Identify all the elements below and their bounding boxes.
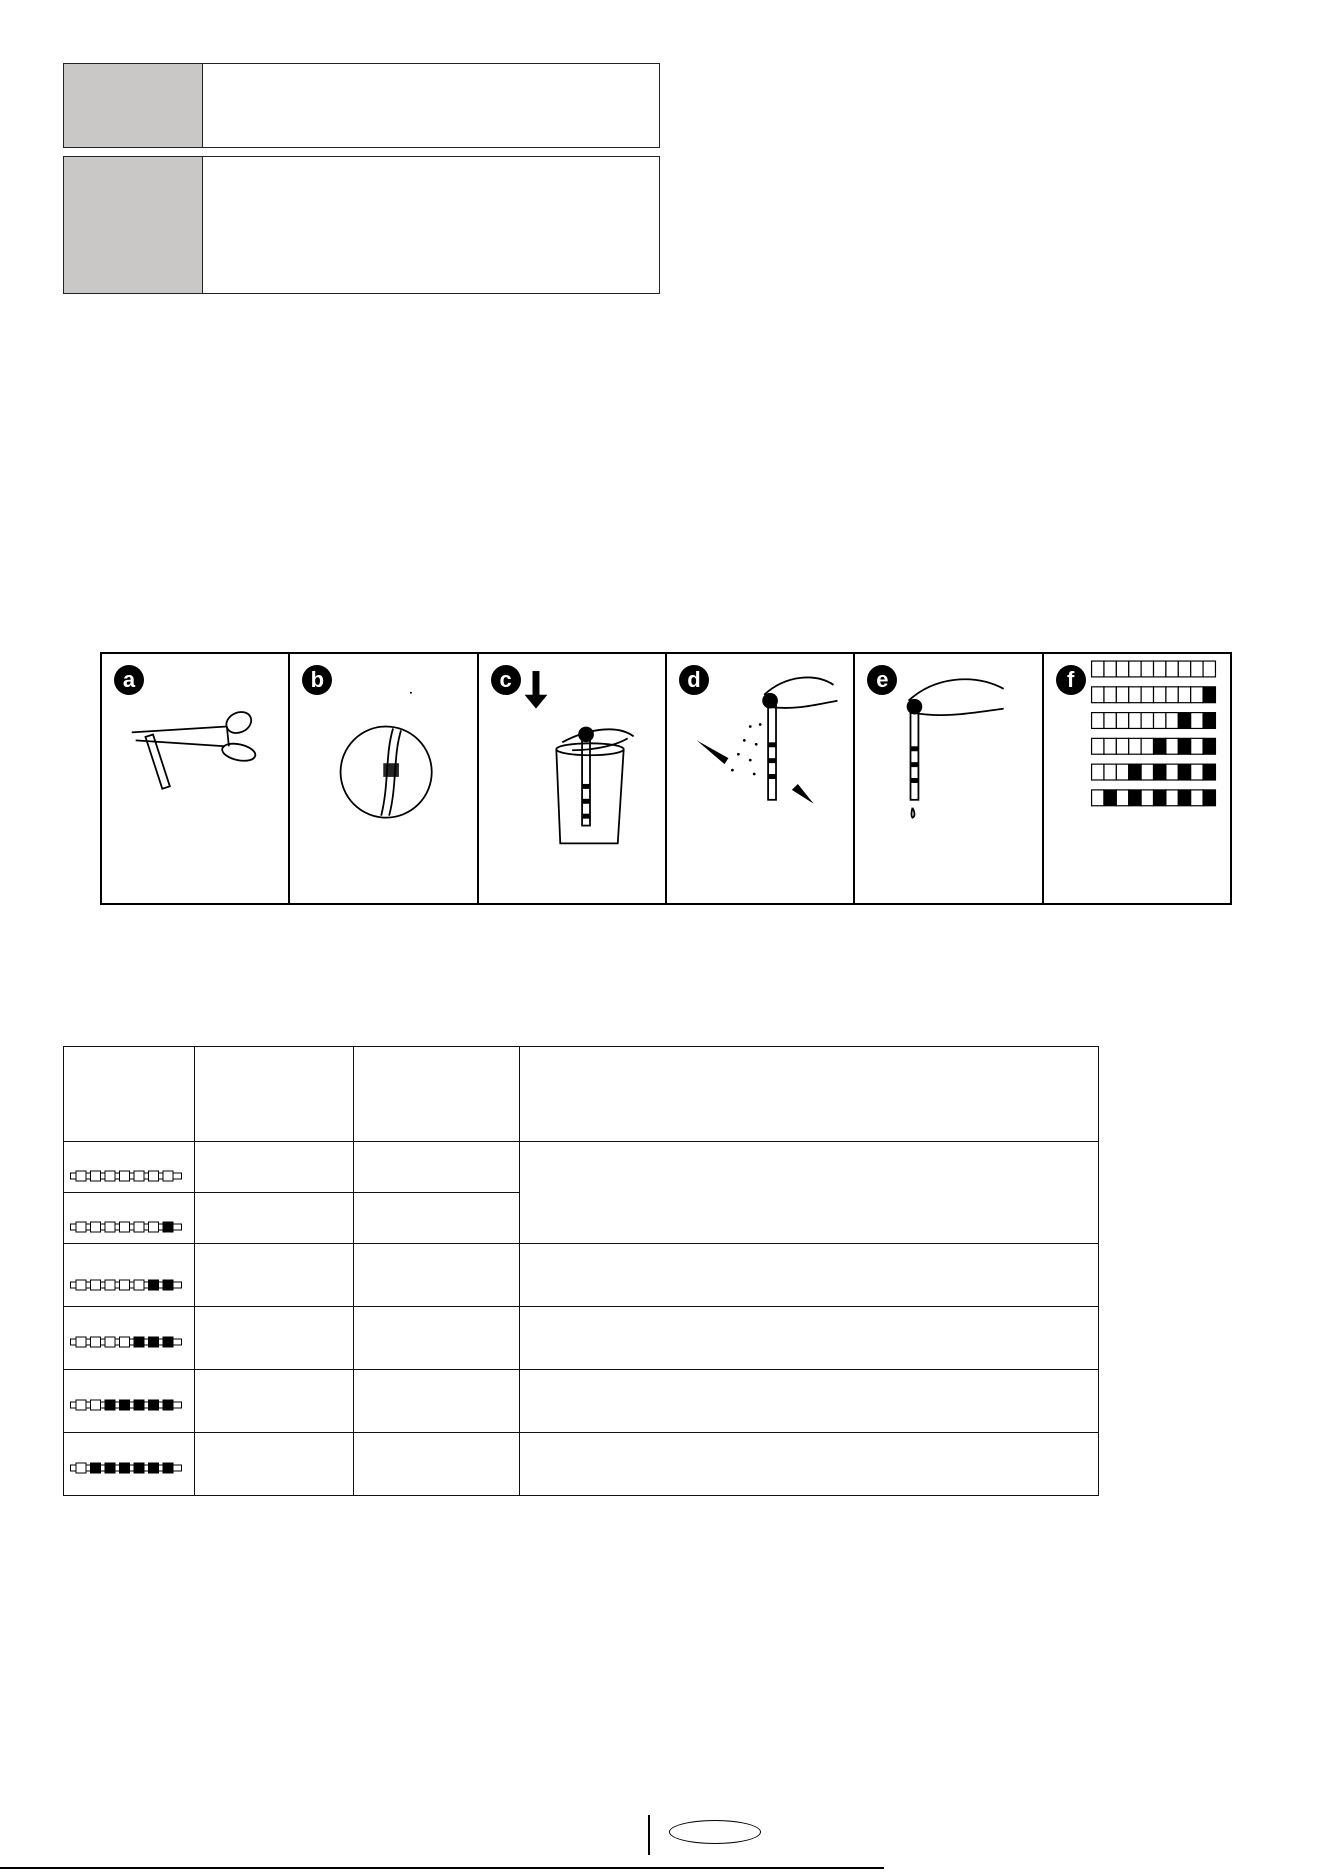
strip-square (1141, 661, 1153, 677)
strip-pad (120, 1280, 130, 1290)
strip-square (1166, 790, 1178, 806)
strip-square (1153, 790, 1165, 806)
strip-square (1104, 713, 1116, 729)
strip-square (1091, 764, 1103, 780)
strip-pad (76, 1171, 86, 1181)
step-panel-a (102, 654, 290, 903)
strip-square (1116, 738, 1128, 754)
test-strip-icon (70, 1170, 182, 1182)
strip-square (1091, 738, 1103, 754)
strip-pad (134, 1222, 144, 1232)
table-row (64, 1370, 1099, 1433)
strip-pad (149, 1171, 159, 1181)
strip-square (1091, 790, 1103, 806)
strip-pad (105, 1463, 115, 1473)
step-panel-f (1044, 654, 1230, 903)
info-box-2 (63, 156, 660, 294)
strip-square (1203, 661, 1215, 677)
strip-pad (163, 1463, 173, 1473)
info-box-1-body (203, 64, 659, 147)
strip-pad (134, 1337, 144, 1347)
strip-square (1141, 687, 1153, 703)
strip-pad (76, 1400, 86, 1410)
test-strip-icon (70, 1279, 182, 1291)
strip-square (1141, 713, 1153, 729)
strip-pad (120, 1222, 130, 1232)
strip-pad (105, 1280, 115, 1290)
strip-square (1166, 738, 1178, 754)
strip-square (1128, 764, 1140, 780)
table-row (64, 1433, 1099, 1496)
header-cell (195, 1047, 354, 1142)
strip-square (1128, 687, 1140, 703)
strip-square (1203, 738, 1215, 754)
strip-pad (149, 1337, 159, 1347)
strip-pad (120, 1171, 130, 1181)
strip-square (1104, 764, 1116, 780)
step-panel-d (667, 654, 855, 903)
info-box-1 (63, 63, 660, 148)
strip-square (1116, 661, 1128, 677)
strip-pad (91, 1463, 101, 1473)
footer-divider (648, 1815, 650, 1855)
step-panel-c (479, 654, 667, 903)
strip-square (1190, 764, 1202, 780)
strip-square (1104, 687, 1116, 703)
strip-square (1166, 661, 1178, 677)
strip-square (1203, 713, 1215, 729)
strip-square (1128, 661, 1140, 677)
header-cell (64, 1047, 195, 1142)
table-row (64, 1244, 1099, 1307)
info-box-1-label (64, 64, 203, 147)
strip-square (1104, 790, 1116, 806)
step-panel-b (290, 654, 478, 903)
strip-square (1203, 764, 1215, 780)
strip-square (1166, 687, 1178, 703)
strip-square (1166, 764, 1178, 780)
strip-pad (163, 1222, 173, 1232)
strip-square (1153, 738, 1165, 754)
strip-square (1203, 687, 1215, 703)
strip-square (1141, 764, 1153, 780)
strip-square (1153, 713, 1165, 729)
table-header-row (64, 1047, 1099, 1142)
strip-square (1178, 790, 1190, 806)
hardness-reference-table (63, 1046, 1099, 1496)
step-badge-f: f (1056, 665, 1086, 695)
strip-square (1178, 661, 1190, 677)
strip-pad (149, 1400, 159, 1410)
step-badge-d: d (679, 665, 709, 695)
strip-pad (91, 1222, 101, 1232)
strip-pad (76, 1280, 86, 1290)
table-row (64, 1307, 1099, 1370)
strip-square (1104, 738, 1116, 754)
step-badge-a: a (114, 665, 144, 695)
strip-pad (76, 1222, 86, 1232)
strip-square (1128, 790, 1140, 806)
strip-pad (105, 1337, 115, 1347)
test-strip-icon (70, 1221, 182, 1233)
strip-square (1203, 790, 1215, 806)
strip-square (1190, 661, 1202, 677)
strip-square (1178, 738, 1190, 754)
strip-pad (134, 1171, 144, 1181)
strip-pad (163, 1337, 173, 1347)
step-badge-b: b (302, 665, 332, 695)
strip-pad (134, 1400, 144, 1410)
footer-rule (0, 1867, 884, 1869)
step-panels (100, 652, 1232, 905)
test-strip-icon (70, 1399, 182, 1411)
header-cell (520, 1047, 1099, 1142)
strip-pad (134, 1463, 144, 1473)
strip-square (1116, 790, 1128, 806)
header-cell (354, 1047, 520, 1142)
strip-square (1178, 713, 1190, 729)
strip-square (1091, 661, 1103, 677)
strip-pad (105, 1400, 115, 1410)
strip-pad (105, 1222, 115, 1232)
strip-square (1153, 687, 1165, 703)
test-strip-icon (70, 1462, 182, 1474)
strip-pad (149, 1280, 159, 1290)
strip-square (1128, 713, 1140, 729)
strip-square (1190, 790, 1202, 806)
strip-square (1091, 713, 1103, 729)
strip-square (1091, 687, 1103, 703)
strip-pad (76, 1337, 86, 1347)
strip-pad (91, 1337, 101, 1347)
strip-square (1141, 790, 1153, 806)
strip-pad (105, 1171, 115, 1181)
strip-square (1190, 738, 1202, 754)
strip-square (1128, 738, 1140, 754)
strip-pad (120, 1463, 130, 1473)
strip-pad (76, 1463, 86, 1473)
strip-square (1153, 764, 1165, 780)
strip-square (1116, 713, 1128, 729)
step-badge-e: e (867, 665, 897, 695)
step-panel-e (855, 654, 1043, 903)
strip-pad (149, 1463, 159, 1473)
strip-square (1116, 764, 1128, 780)
strip-square (1178, 764, 1190, 780)
strip-pad (134, 1280, 144, 1290)
strip-pad (120, 1337, 130, 1347)
strip-square (1190, 687, 1202, 703)
strip-pad (163, 1400, 173, 1410)
page-number-oval (669, 1820, 761, 1844)
strip-square (1178, 687, 1190, 703)
strip-pad (163, 1280, 173, 1290)
info-box-2-label (64, 157, 203, 293)
strip-square (1166, 713, 1178, 729)
strip-pad (91, 1400, 101, 1410)
strip-square (1190, 713, 1202, 729)
strip-pad (91, 1280, 101, 1290)
strip-pad (120, 1400, 130, 1410)
strip-square (1104, 661, 1116, 677)
strip-square (1141, 738, 1153, 754)
strip-square (1153, 661, 1165, 677)
strip-pad (149, 1222, 159, 1232)
strip-pad (163, 1171, 173, 1181)
strip-pad (91, 1171, 101, 1181)
strip-square (1116, 687, 1128, 703)
table-row (64, 1142, 1099, 1193)
step-badge-c: c (491, 665, 521, 695)
test-strip-icon (70, 1336, 182, 1348)
info-box-2-body (203, 157, 659, 293)
